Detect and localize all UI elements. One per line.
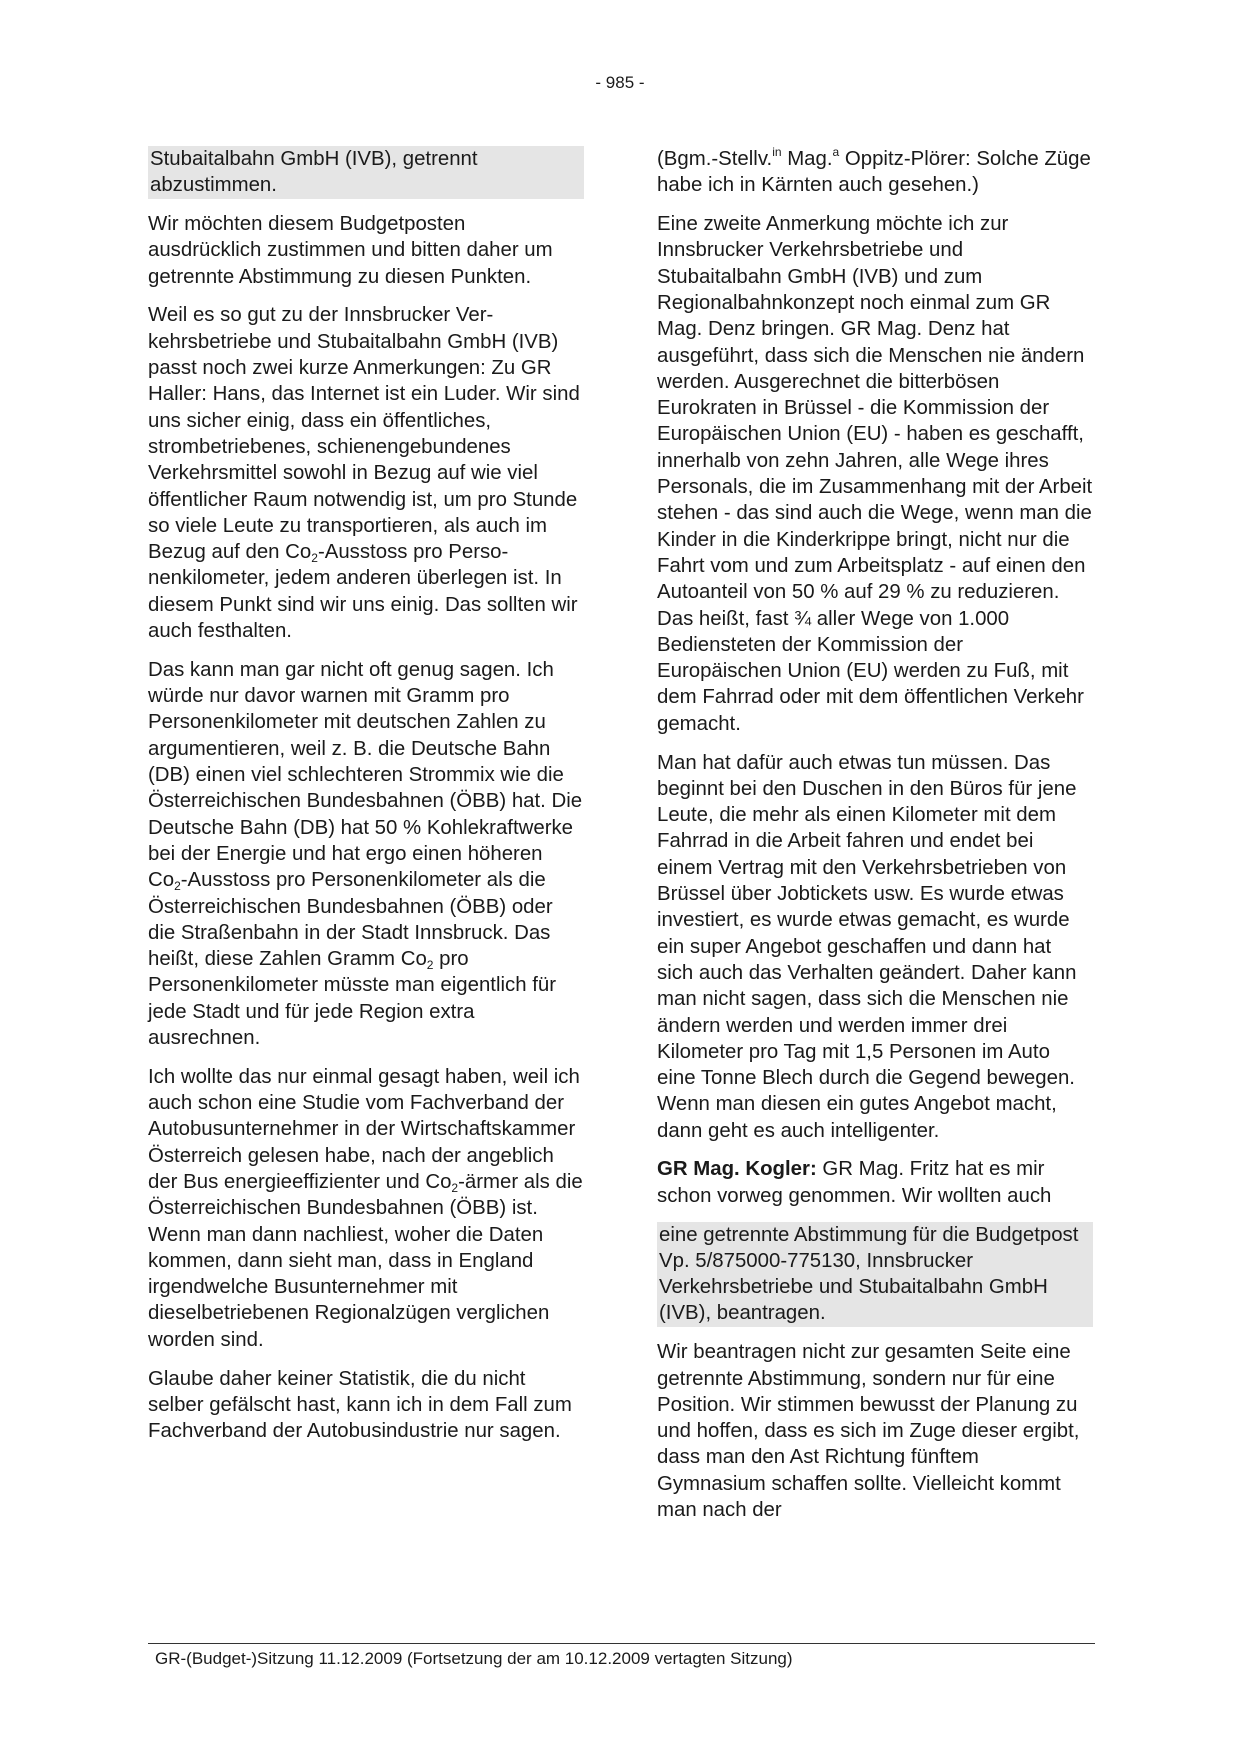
paragraph: Ich wollte das nur einmal gesagt haben, weil ich auch schon eine Studie vom Fachverband der Autobusunternehmer in der Wirtschaftskammer Österreich gelesen habe, nach der angeblich der Bus energieeffizienter und $Co_2$-ärmer als die Österreichischen Bundesbahnen (ÖBB) ist. Wenn man dann nachliest, woher die Daten kommen, dann sieht man, dass in England irgendwelche Busunternehmer mit dieselbetriebenen Regionalzügen verglichen worden sind. bbox=[148, 1065, 583, 1351]
highlighted-paragraph: Stubaitalbahn GmbH (IVB), getrennt abzustimmen. bbox=[148, 146, 584, 199]
page-number: - 985 - bbox=[595, 73, 645, 92]
right-column bbox=[657, 146, 1093, 1536]
paragraph: Glaube daher keiner Statistik, die du nicht selber gefälscht hast, kann ich in dem Fall zum Fachverband der Autobusindustrie nur sagen. bbox=[148, 1367, 572, 1443]
paragraph: Wir möchten diesem Budgetposten ausdrücklich zustimmen und bitten daher um getrennte Abstimmung zu diesen Punkten. bbox=[148, 213, 553, 288]
footer: GR-(Budget-)Sitzung 11.12.2009 (Fortsetzung der am 10.12.2009 vertagten Sitzung) bbox=[155, 1649, 793, 1668]
speaker-paragraph: GR Mag. Kogler: GR Mag. Fritz hat es mir schon vorweg genommen. Wir wollten auch bbox=[657, 1158, 1052, 1207]
highlighted-paragraph: eine getrennte Abstimmung für die Budgetpost Vp. 5/875000-775130, Innsbrucker Verkehrsbetriebe und Stubaitalbahn GmbH (IVB), beantragen. bbox=[657, 1222, 1093, 1327]
paragraph: Man hat dafür auch etwas tun müssen. Das beginnt bei den Duschen in den Büros für jene Leute, die mehr als einen Kilometer mit dem Fahrrad in die Arbeit fahren und endet bei einem Vertrag mit den Verkehrsbetrieben von Brüssel über Jobtickets usw. Es wurde etwas investiert, es wurde etwas gemacht, es wurde ein super Angebot geschaffen und dann hat sich auch das Verhalten geändert. Daher kann man nicht sagen, dass sich die Menschen nie ändern werden und werden immer drei Kilometer pro Tag mit 1,5 Personen im Auto eine Tonne Blech durch die Gegend bewegen. Wenn man diesen ein gutes Angebot macht, dann geht es auch intelligenter. bbox=[657, 751, 1077, 1142]
paragraph: Wir beantragen nicht zur gesamten Seite eine getrennte Abstimmung, sondern nur für eine Position. Wir stimmen bewusst der Planung zu und hoffen, dass es sich im Zuge dieser ergibt, dass man den Ast Richtung fünftem Gymnasium schaffen sollte. Vielleicht kommt man nach der bbox=[657, 1341, 1080, 1522]
paragraph: Das kann man gar nicht oft genug sagen. Ich würde nur davor warnen mit Gramm pro Personenkilometer mit deutschen Zahlen zu argumentieren, weil z. B. die Deutsche Bahn (DB) einen viel schlechteren Strommix wie die Österreichischen Bundesbahnen (ÖBB) hat. Die Deutsche Bahn (DB) hat 50 % Kohlekraftwerke bei der Energie und hat ergo einen höheren $Co_2$-Ausstoss pro Personenkilometer als die Österreichischen Bundesbahnen (ÖBB) oder die Straßenbahn in der Stadt Innsbruck. Das heißt, diese Zahlen Gramm $Co_2$ pro Personenkilometer müsste man eigentlich für jede Stadt und für jede Region extra ausrechnen. bbox=[148, 658, 583, 1049]
footer-divider bbox=[148, 1643, 1095, 1644]
left-column bbox=[148, 146, 584, 1457]
speaker-name: GR Mag. Kogler: bbox=[657, 1158, 817, 1181]
paragraph: Weil es so gut zu der Innsbrucker Verkehrsbetriebe und Stubaitalbahn GmbH (IVB) passt noch zwei kurze Anmerkungen: Zu GR Haller: Hans, das Internet ist ein Luder. Wir sind uns sicher einig, dass ein öffentliches, strombetriebenes, schienengebundenes Verkehrsmittel sowohl in Bezug auf wie viel öffentlicher Raum notwendig ist, um pro Stunde so viele Leute zu transportieren, als auch im Bezug auf den $Co_2$-Ausstoss pro Personenkilometer, jedem anderen überlegen ist. In diesem Punkt sind wir uns einig. Das sollten wir auch festhalten. bbox=[148, 304, 580, 643]
paragraph: Eine zweite Anmerkung möchte ich zur Innsbrucker Verkehrsbetriebe und Stubaitalbahn GmbH (IVB) und zum Regionalbahnkonzept noch einmal zum GR Mag. Denz bringen. GR Mag. Denz hat ausgeführt, dass sich die Menschen nie ändern werden. Ausgerechnet die bitterbösen Eurokraten in Brüssel - die Kommission der Europäischen Union (EU) - haben es geschafft, innerhalb von zehn Jahren, alle Wege ihres Personals, die im Zusammenhang mit der Arbeit stehen - das sind auch die Wege, wenn man die Kinder in die Kinderkrippe bringt, nicht nur die Fahrt vom und zum Arbeitsplatz - auf einen den Autoanteil von 50 % auf 29 % zu reduzieren. Das heißt, fast ¾ aller Wege von 1.000 Bediensteten der Kommission der Europäischen Union (EU) werden zu Fuß, mit dem Fahrrad oder mit dem öffentlichen Verkehr gemacht. bbox=[657, 213, 1093, 735]
interjection-paragraph: (Bgm.-Stellv.$^{in}$ Mag.$^a$ Oppitz-Plörer: Solche Züge habe ich in Kärnten auch gesehen.) bbox=[657, 145, 1091, 197]
